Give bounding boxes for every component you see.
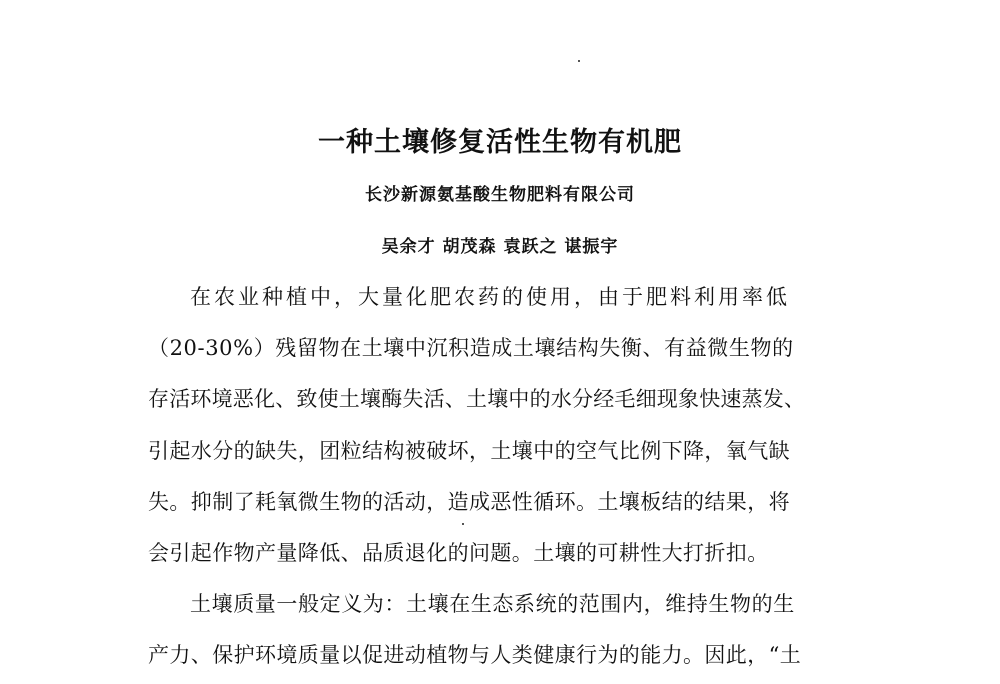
body-line: 引起水分的缺失，团粒结构被破坏，土壤中的空气比例下降，氧气缺 (148, 439, 790, 463)
body-line: 失。抑制了耗氧微生物的活动，造成恶性循环。土壤板结的结果，将 (148, 490, 790, 514)
scan-speck (462, 523, 464, 525)
body-line: 产力、保护环境质量以促进动植物与人类健康行为的能力。因此，“土 (148, 643, 802, 667)
company-name: 长沙新源氨基酸生物肥料有限公司 (365, 185, 635, 205)
article-title: 一种土壤修复活性生物有机肥 (318, 127, 682, 158)
scan-speck (578, 60, 580, 62)
body-line: 土壤质量一般定义为：土壤在生态系统的范围内，维持生物的生 (190, 592, 795, 616)
body-line: 会引起作物产量降低、品质退化的问题。土壤的可耕性大打折扣。 (148, 541, 769, 565)
body-line: 存活环境恶化、致使土壤酶失活、土壤中的水分经毛细现象快速蒸发、 (148, 387, 806, 411)
body-line: 在农业种植中，大量化肥农药的使用，由于肥料利用率低 (190, 285, 790, 309)
author-list: 吴余才 胡茂森 袁跃之 谌振宇 (381, 237, 619, 257)
body-line: （20-30%）残留物在土壤中沉积造成土壤结构失衡、有益微生物的 (148, 336, 794, 360)
